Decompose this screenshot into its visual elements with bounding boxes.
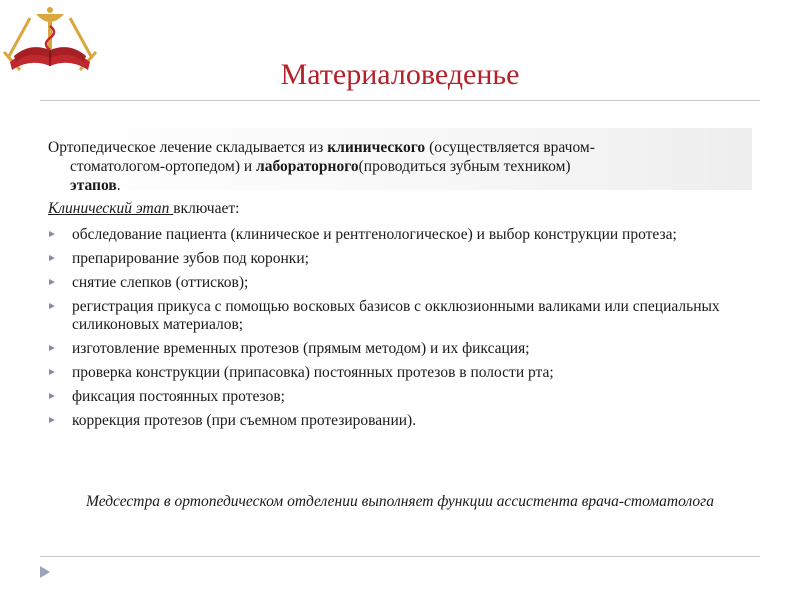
list-item-text: фиксация постоянных протезов; (72, 388, 285, 405)
list-item (48, 274, 758, 292)
slide-title: Материаловеденье (280, 58, 520, 91)
bullet-icon (49, 417, 55, 423)
footer-note: Медсестра в ортопедическом отделении выполняет функции ассистента врача-стоматолога (86, 493, 714, 510)
intro-stages-bold: этапов (70, 177, 117, 194)
clinical-stage-suffix: включает: (173, 200, 240, 217)
intro-clinical-bold: клинического (327, 139, 426, 156)
bullet-icon (49, 303, 55, 309)
bottom-divider (40, 556, 760, 557)
intro-text-5: . (116, 177, 121, 194)
clinical-stage-heading (48, 200, 239, 218)
list-item (48, 412, 758, 430)
list-item (48, 226, 758, 244)
bullet-icon (49, 345, 55, 351)
bullet-icon (49, 393, 55, 399)
intro-text-3: стоматологом-ортопедом) и (70, 158, 257, 175)
list-item (48, 388, 758, 406)
bullet-icon (49, 231, 55, 237)
title-divider (40, 100, 760, 101)
clinical-stage-label: Клинический этап (48, 200, 174, 217)
list-item (48, 364, 758, 382)
bullet-icon (49, 369, 55, 375)
bullet-icon (49, 279, 55, 285)
list-item (48, 340, 758, 358)
bullet-icon (49, 255, 55, 261)
intro-text-2: (осуществляется врачом- (425, 139, 595, 156)
list-item-text: регистрация прикуса с помощью восковых базисов с окклюзионными валиками или специальных силиконовых материалов; (72, 298, 720, 333)
clinical-stage-list (48, 226, 758, 436)
list-item-text: проверка конструкции (припасовка) постоянных протезов в полости рта; (72, 364, 554, 381)
next-slide-arrow-icon[interactable] (40, 566, 50, 578)
list-item-text: снятие слепков (оттисков); (72, 274, 249, 291)
list-item-text: коррекция протезов (при съемном протезировании). (72, 412, 417, 429)
intro-text-4: (проводиться зубным техником) (358, 158, 571, 175)
list-item-text: изготовление временных протезов (прямым методом) и их фиксация; (72, 340, 530, 357)
list-item (48, 250, 758, 268)
list-item-text: обследование пациента (клиническое и рентгенологическое) и выбор конструкции протеза; (72, 226, 677, 243)
intro-paragraph (48, 138, 748, 195)
list-item-text: препарирование зубов под коронки; (72, 250, 309, 267)
list-item (48, 298, 758, 334)
intro-text-1: Ортопедическое лечение складывается из (48, 139, 328, 156)
intro-laboratory-bold: лабораторного (256, 158, 359, 175)
